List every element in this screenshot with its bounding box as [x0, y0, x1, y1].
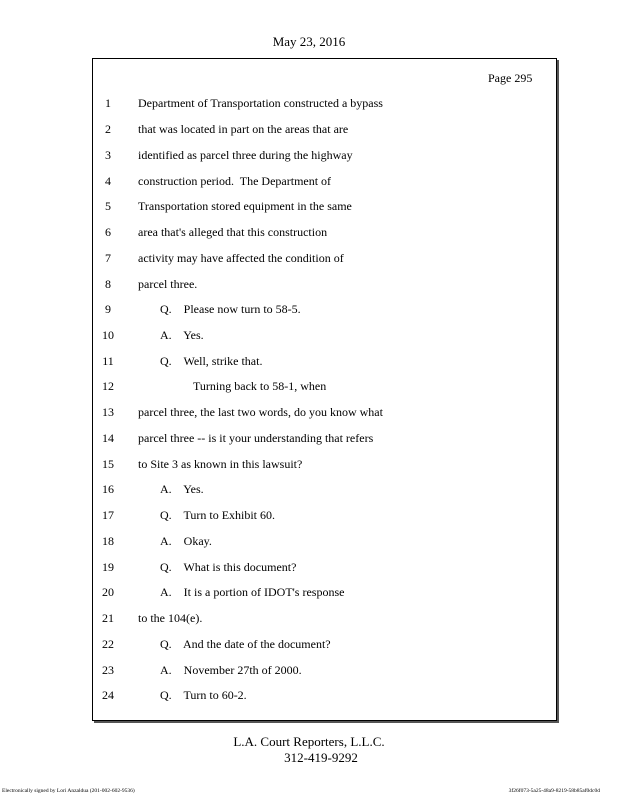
- transcript-line: [0, 457, 618, 483]
- header-date: May 23, 2016: [272, 34, 346, 49]
- transcript-line: [0, 148, 618, 174]
- footer-phone: 312-419-9292: [284, 750, 358, 765]
- line-number: 4: [105, 174, 111, 188]
- line-number: 7: [105, 251, 111, 265]
- line-text: to Site 3 as known in this lawsuit?: [138, 457, 303, 471]
- transcript-line: [0, 482, 618, 508]
- transcript-line: [0, 199, 618, 225]
- line-number: 2: [105, 122, 111, 136]
- line-text: that was located in part on the areas that are: [138, 122, 349, 136]
- transcript-line: [0, 431, 618, 457]
- line-number: 22: [102, 637, 114, 651]
- transcript-line: [0, 225, 618, 251]
- footer-company: L.A. Court Reporters, L.L.C.: [233, 734, 385, 749]
- line-text: construction period. The Department of: [138, 174, 332, 188]
- line-text: Turning back to 58-1, when: [193, 379, 327, 393]
- transcript-line: [0, 174, 618, 200]
- transcript-line: [0, 251, 618, 277]
- line-number: 14: [102, 431, 114, 445]
- line-text: A. Okay.: [160, 534, 212, 548]
- line-number: 23: [102, 663, 114, 677]
- page-number: Page 295: [488, 71, 533, 85]
- line-text: Department of Transportation constructed a bypass: [138, 96, 383, 110]
- line-text: Q. Turn to Exhibit 60.: [160, 508, 276, 522]
- line-number: 5: [105, 199, 111, 213]
- transcript-line: [0, 534, 618, 560]
- line-text: A. November 27th of 2000.: [160, 663, 302, 677]
- line-number: 10: [102, 328, 114, 342]
- line-number: 15: [102, 457, 114, 471]
- document-id: 3f26f073-5a25-48a9-8219-58b85af0dc0d: [508, 788, 600, 794]
- transcript-line: [0, 302, 618, 328]
- transcript-line: [0, 122, 618, 148]
- line-number: 6: [105, 225, 111, 239]
- line-text: activity may have affected the condition of: [138, 251, 344, 265]
- line-text: area that's alleged that this construction: [138, 225, 328, 239]
- line-text: A. Yes.: [160, 482, 204, 496]
- line-text: to the 104(e).: [138, 611, 203, 625]
- line-number: 8: [105, 277, 111, 291]
- line-number: 9: [105, 302, 111, 316]
- line-number: 1: [105, 96, 111, 110]
- transcript-line: [0, 508, 618, 534]
- transcript-line: [0, 688, 618, 714]
- line-number: 12: [102, 379, 114, 393]
- electronic-signature-note: Electronically signed by Lori Anzaldua (201-002-602-9536): [2, 788, 135, 794]
- transcript-line: [0, 637, 618, 663]
- transcript-line: [0, 328, 618, 354]
- transcript-line: [0, 611, 618, 637]
- line-text: identified as parcel three during the highway: [138, 148, 353, 162]
- line-text: Q. Please now turn to 58-5.: [160, 302, 301, 316]
- transcript-line: [0, 379, 618, 405]
- line-text: parcel three -- is it your understanding that refers: [138, 431, 374, 445]
- line-text: Transportation stored equipment in the same: [138, 199, 352, 213]
- transcript-line: [0, 277, 618, 303]
- transcript-line: [0, 663, 618, 689]
- line-number: 21: [102, 611, 114, 625]
- line-text: A. Yes.: [160, 328, 204, 342]
- line-number: 16: [102, 482, 114, 496]
- transcript-line: [0, 405, 618, 431]
- line-text: Q. And the date of the document?: [160, 637, 331, 651]
- transcript-line: [0, 560, 618, 586]
- transcript-line: [0, 354, 618, 380]
- line-number: 3: [105, 148, 111, 162]
- line-number: 13: [102, 405, 114, 419]
- transcript-line: [0, 96, 618, 122]
- line-number: 20: [102, 585, 114, 599]
- transcript-line: [0, 585, 618, 611]
- line-number: 19: [102, 560, 114, 574]
- line-text: A. It is a portion of IDOT's response: [160, 585, 345, 599]
- line-number: 11: [102, 354, 114, 368]
- line-text: Q. What is this document?: [160, 560, 297, 574]
- line-number: 17: [102, 508, 114, 522]
- line-number: 18: [102, 534, 114, 548]
- line-text: parcel three, the last two words, do you know what: [138, 405, 383, 419]
- line-text: Q. Well, strike that.: [160, 354, 263, 368]
- line-text: parcel three.: [138, 277, 198, 291]
- line-text: Q. Turn to 60-2.: [160, 688, 247, 702]
- line-number: 24: [102, 688, 114, 702]
